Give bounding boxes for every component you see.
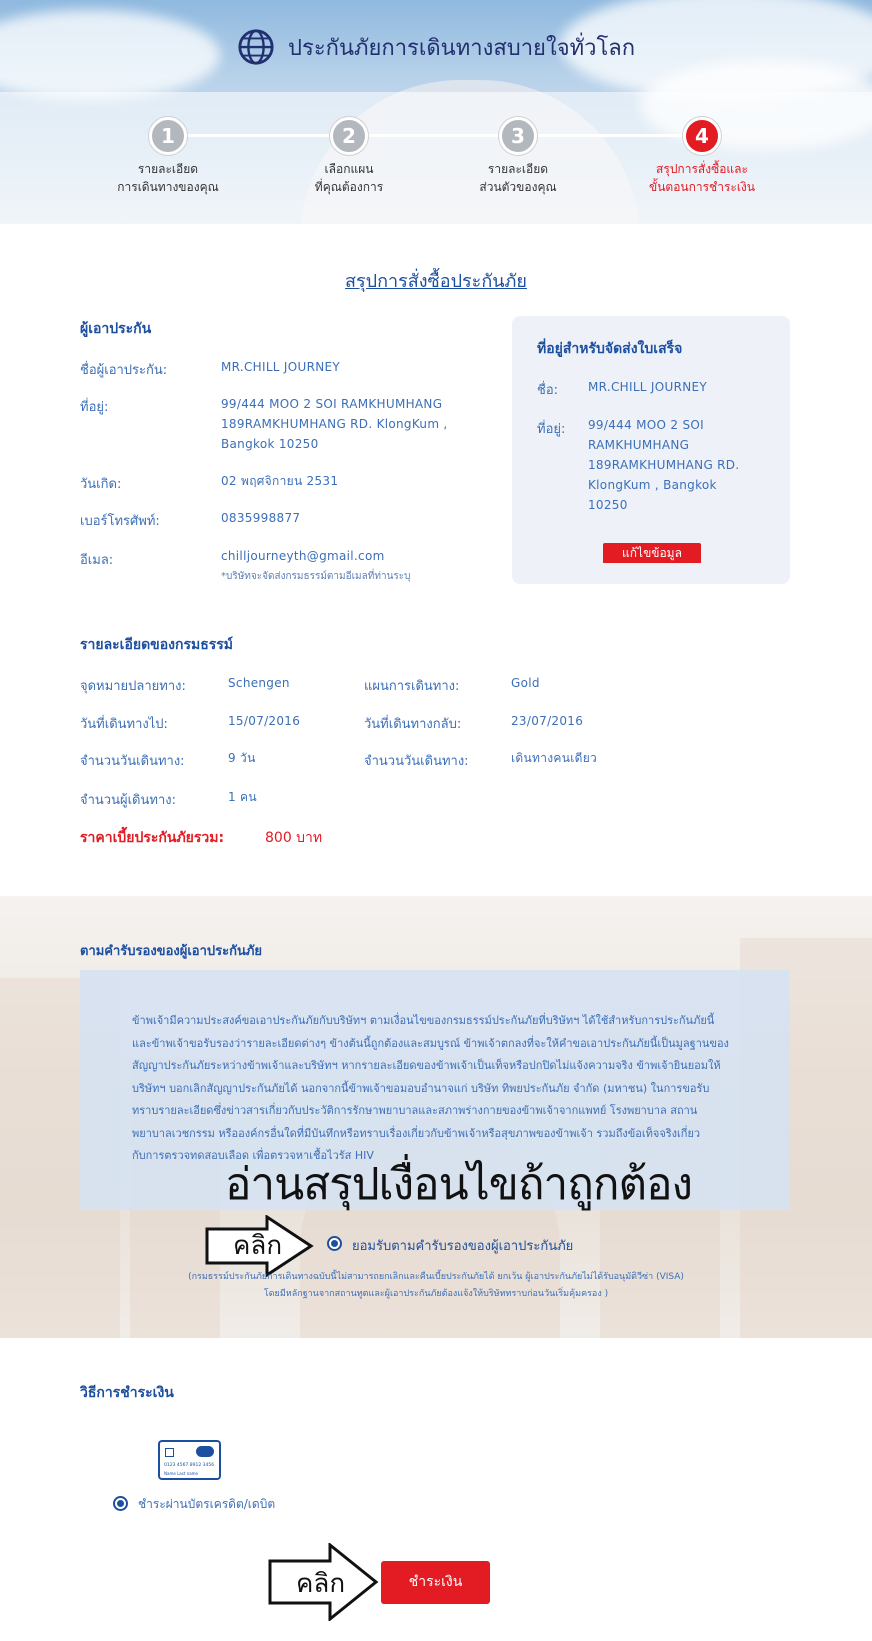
summary-title: สรุปการสั่งซื้อประกันภัย xyxy=(345,271,527,292)
overlay-caption: อ่านสรุปเงื่อนไขถ้าถูกต้อง xyxy=(225,1159,692,1210)
insured-address-label: ที่อยู่: xyxy=(80,400,109,415)
delivery-name: MR.CHILL JOURNEY xyxy=(588,380,707,394)
accept-terms-radio[interactable] xyxy=(327,1236,342,1251)
terms-line: บริษัทฯ บอกเลิกสัญญาประกันภัยได้ นอกจากนี้ข้าพเจ้าขอมอบอำนาจแก่ บริษัท ทิพยประกันภัย จำกัด (มหาชน) ในการขอรับ xyxy=(132,1081,710,1095)
click-hint-1: คลิก xyxy=(233,1231,283,1261)
card-number: 0123 4567 8912 3456 xyxy=(164,1463,215,1468)
delivery-address xyxy=(588,415,739,515)
destination-value: Schengen xyxy=(228,676,290,690)
insured-name: MR.CHILL JOURNEY xyxy=(221,360,340,374)
travellers-label: จำนวนผู้เดินทาง: xyxy=(80,793,176,808)
terms-heading: ตามคำรับรองของผู้เอาประกันภัย xyxy=(80,944,263,959)
insured-phone: 0835998877 xyxy=(221,511,301,525)
price-label: ราคาเบี้ยประกันภัยรวม: xyxy=(80,830,225,846)
step-label-line: เลือกแผน xyxy=(324,162,374,176)
site-title: ประกันภัยการเดินทางสบายใจทั่วโลก xyxy=(288,35,636,61)
step-3 xyxy=(428,117,608,196)
trip-type-value: เดินทางคนเดียว xyxy=(511,751,598,765)
step-label-line: รายละเอียด xyxy=(487,162,549,176)
address-line: 99/444 MOO 2 SOI xyxy=(588,418,704,432)
plan-label: แผนการเดินทาง: xyxy=(364,679,460,694)
card-name: Name Last name xyxy=(164,1471,199,1476)
terms-line: และข้าพเจ้าขอรับรองว่ารายละเอียดต่างๆ ข้างต้นนี้ถูกต้องและสมบูรณ์ ข้าพเจ้าตกลงที่จะให้คำขอเอาประกันภัยนี้เป็นมูลฐานของ xyxy=(132,1036,729,1050)
destination-label: จุดหมายปลายทาง: xyxy=(80,679,186,694)
accept-terms-label[interactable]: ยอมรับตามคำรับรองของผู้เอาประกันภัย xyxy=(352,1239,574,1254)
step-label-line: ส่วนตัวของคุณ xyxy=(479,180,557,194)
fine-print: โดยมีหลักฐานจากสถานทูตและผู้เอาประกันภัยต้องแจ้งให้บริษัททราบก่อนวันเริ่มคุ้มครอง ) xyxy=(263,1289,609,1299)
delivery-name-label: ชื่อ: xyxy=(537,383,559,398)
address-line: 189RAMKHUMHANG RD. xyxy=(588,458,740,472)
terms-line: สัญญาประกันภัยระหว่างข้าพเจ้าและบริษัทฯ หากรายละเอียดของข้าพเจ้าเป็นเท็จหรือปกปิดไม่แจ้งความจริง ข้าพเจ้ายินยอมให้ xyxy=(132,1059,721,1072)
days-label: จำนวนวันเดินทาง: xyxy=(80,754,185,769)
step-number: 2 xyxy=(330,117,368,155)
terms-line: พยาบาลเวชกรรม หรือองค์กรอื่นใดที่มีบันทึกหรือทราบเรื่องเกี่ยวกับข้าพเจ้าหรือสุขภาพของข้าพเจ้า รวมถึงข้อเท็จจริงเกี่ยว xyxy=(132,1126,701,1140)
edit-info-button[interactable]: แก้ไขข้อมูล xyxy=(603,543,701,563)
step-1 xyxy=(78,117,258,196)
delivery-heading: ที่อยู่สำหรับจัดส่งใบเสร็จ xyxy=(537,341,683,357)
insured-address xyxy=(221,394,448,454)
address-line: Bangkok 10250 xyxy=(221,437,319,451)
step-label-line: การเดินทางของคุณ xyxy=(117,180,219,194)
pay-button[interactable]: ชำระเงิน xyxy=(381,1561,490,1604)
globe-icon xyxy=(237,28,275,66)
pay-by-card-label[interactable]: ชำระผ่านบัตรเครดิต/เดบิต xyxy=(138,1497,276,1511)
insured-birth: 02 พฤศจิกายน 2531 xyxy=(221,474,339,488)
step-label-line: สรุปการสั่งซื้อและ xyxy=(656,162,748,176)
step-2 xyxy=(259,117,439,196)
trip-type-label: จำนวนวันเดินทาง: xyxy=(364,754,469,769)
address-line: KlongKum , Bangkok xyxy=(588,478,717,492)
insured-email-label: อีเมล: xyxy=(80,553,114,568)
terms-text xyxy=(132,1010,742,1168)
address-line: 99/444 MOO 2 SOI RAMKHUMHANG xyxy=(221,397,443,411)
step-label-line: ขั้นตอนการชำระเงิน xyxy=(649,180,755,194)
return-value: 23/07/2016 xyxy=(511,714,584,728)
terms-line: ทราบรายละเอียดซึ่งข่าวสารเกี่ยวกับประวัติการรักษาพยาบาลและสภาพร่างกายของข้าพเจ้าจากแพทย์ โรงพยาบาล สถาน xyxy=(132,1104,698,1117)
address-line: 10250 xyxy=(588,498,628,512)
plan-value: Gold xyxy=(511,676,540,690)
payment-heading: วิธีการชำระเงิน xyxy=(80,1385,174,1401)
email-note: *บริษัทจะจัดส่งกรมธรรม์ตามอีเมลที่ท่านระบุ xyxy=(221,571,411,582)
depart-value: 15/07/2016 xyxy=(228,714,301,728)
insured-phone-label: เบอร์โทรศัพท์: xyxy=(80,514,160,529)
terms-line: กับการตรวจทดสอบเลือด เพื่อตรวจหาเชื้อไวรัส HIV xyxy=(132,1149,374,1162)
pay-by-card-radio[interactable] xyxy=(113,1496,128,1511)
site-header xyxy=(0,28,872,66)
address-line: 189RAMKHUMHANG RD. KlongKum , xyxy=(221,417,448,431)
step-number: 3 xyxy=(499,117,537,155)
insured-heading: ผู้เอาประกัน xyxy=(80,321,152,337)
delivery-address-label: ที่อยู่: xyxy=(537,422,566,437)
travellers-value: 1 คน xyxy=(228,790,257,804)
step-number: 4 xyxy=(683,117,721,155)
step-number: 1 xyxy=(149,117,187,155)
step-4 xyxy=(612,117,792,196)
insured-email: chilljourneyth@gmail.com xyxy=(221,549,385,563)
fine-print: (กรมธรรม์ประกันภัยการเดินทางฉบับนี้ไม่สามารถยกเลิกและคืนเบี้ยประกันภัยได้ ยกเว้น ผู้เอาประกันภัยไม่ได้รับอนุมัติวีซ่า (VISA) xyxy=(188,1272,684,1282)
return-label: วันที่เดินทางกลับ: xyxy=(364,717,462,732)
depart-label: วันที่เดินทางไป: xyxy=(80,717,168,732)
price-value: 800 บาท xyxy=(265,830,323,846)
terms-line: ข้าพเจ้ามีความประสงค์ขอเอาประกันภัยกับบริษัทฯ ตามเงื่อนไขของกรมธรรม์ประกันภัยที่บริษัทฯ ได้ใช้สำหรับการประกันภัยนี้ xyxy=(132,1014,715,1027)
policy-heading: รายละเอียดของกรมธรรม์ xyxy=(80,637,234,653)
step-label-line: รายละเอียด xyxy=(137,162,199,176)
click-hint-2: คลิก xyxy=(296,1569,346,1599)
insured-name-label: ชื่อผู้เอาประกัน: xyxy=(80,363,168,378)
credit-card-icon xyxy=(158,1440,221,1480)
insured-birth-label: วันเกิด: xyxy=(80,477,122,492)
days-value: 9 วัน xyxy=(228,751,256,765)
step-label-line: ที่คุณต้องการ xyxy=(314,180,384,194)
address-line: RAMKHUMHANG xyxy=(588,438,690,452)
